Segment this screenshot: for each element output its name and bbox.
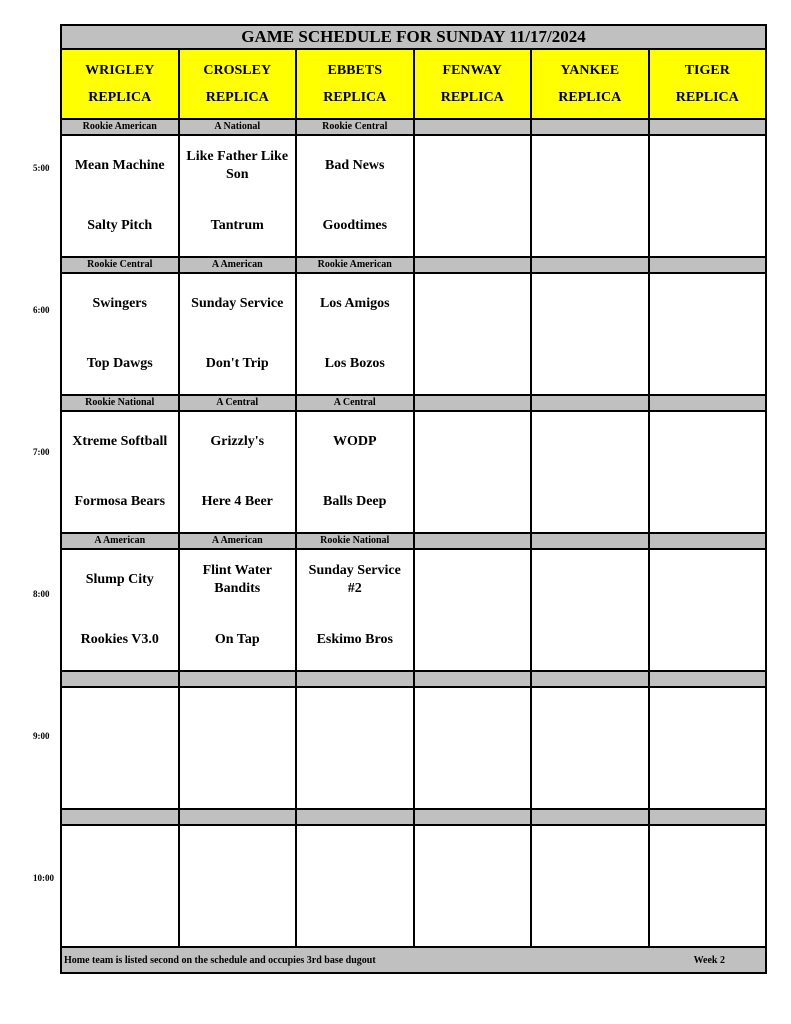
home-team [415, 196, 531, 256]
home-team: Top Dawgs [86, 356, 153, 371]
home-team [650, 748, 766, 808]
away-team [415, 274, 531, 334]
matchup [180, 274, 296, 394]
division-label [414, 395, 532, 411]
field-subtitle: REPLICA [88, 90, 152, 105]
away-team [415, 136, 531, 196]
home-team [532, 886, 648, 946]
game-cell [649, 825, 767, 947]
division-label: A American [61, 533, 179, 549]
matchup [532, 550, 648, 670]
field-header-crosley [179, 49, 297, 119]
game-cell [296, 825, 414, 947]
field-subtitle: REPLICA [558, 90, 622, 105]
away-team [62, 826, 178, 886]
division-label [61, 809, 179, 825]
field-name: TIGER [684, 63, 730, 78]
away-team [415, 550, 531, 610]
division-row [61, 671, 766, 687]
field-name: FENWAY [442, 63, 502, 78]
game-row [61, 549, 766, 671]
matchup [415, 550, 531, 670]
matchup [532, 826, 648, 946]
game-cell [61, 549, 179, 671]
field-header-row [61, 49, 766, 119]
home-team [532, 196, 648, 256]
matchup [180, 688, 296, 808]
away-team [297, 688, 413, 748]
home-team [650, 196, 766, 256]
field-header-wrigley [61, 49, 179, 119]
home-team [62, 748, 178, 808]
away-team [532, 412, 648, 472]
game-cell [179, 687, 297, 809]
matchup [415, 136, 531, 256]
division-row [61, 119, 766, 135]
game-cell [414, 135, 532, 257]
game-cell [414, 825, 532, 947]
game-cell [531, 273, 649, 395]
away-team [180, 688, 296, 748]
game-row [61, 273, 766, 395]
matchup [297, 688, 413, 808]
schedule-table [60, 24, 767, 974]
matchup [180, 136, 296, 256]
division-row [61, 257, 766, 273]
division-label [179, 809, 297, 825]
home-team [415, 610, 531, 670]
division-label [531, 257, 649, 273]
home-team [297, 886, 413, 946]
time-label: 7:00 [33, 447, 50, 457]
division-label [414, 671, 532, 687]
away-team [532, 550, 648, 610]
time-label: 5:00 [33, 163, 50, 173]
footer-content [62, 955, 765, 966]
game-cell [179, 549, 297, 671]
week-label: Week 2 [693, 954, 725, 966]
division-label [179, 671, 297, 687]
game-cell [414, 411, 532, 533]
division-label [531, 671, 649, 687]
game-cell [296, 687, 414, 809]
field-header-ebbets [296, 49, 414, 119]
home-team: Los Bozos [324, 356, 385, 371]
away-team [532, 688, 648, 748]
schedule-sheet [60, 24, 767, 974]
matchup [180, 826, 296, 946]
division-label [414, 809, 532, 825]
home-team: On Tap [214, 632, 260, 647]
division-row [61, 809, 766, 825]
game-cell [649, 135, 767, 257]
time-label: 6:00 [33, 305, 50, 315]
matchup [650, 688, 766, 808]
game-row [61, 687, 766, 809]
away-team: Flint Water Bandits [202, 563, 272, 596]
home-team [532, 610, 648, 670]
matchup [62, 274, 178, 394]
away-team [650, 550, 766, 610]
matchup [650, 826, 766, 946]
home-team: Tantrum [210, 218, 264, 233]
home-team [415, 472, 531, 532]
home-team [650, 886, 766, 946]
matchup [650, 412, 766, 532]
game-cell [414, 273, 532, 395]
away-team: Grizzly's [210, 434, 265, 449]
away-team [415, 688, 531, 748]
time-label: 9:00 [33, 731, 50, 741]
home-team [650, 610, 766, 670]
away-team [415, 826, 531, 886]
division-label [649, 809, 767, 825]
division-label [531, 533, 649, 549]
game-cell [61, 825, 179, 947]
game-cell [649, 273, 767, 395]
matchup [415, 412, 531, 532]
matchup [62, 550, 178, 670]
division-label [649, 533, 767, 549]
division-label [531, 809, 649, 825]
matchup [62, 826, 178, 946]
division-label: Rookie National [296, 533, 414, 549]
field-subtitle: REPLICA [205, 90, 269, 105]
division-label: A Central [179, 395, 297, 411]
matchup [297, 136, 413, 256]
game-cell [414, 687, 532, 809]
game-cell [179, 411, 297, 533]
schedule-title: GAME SCHEDULE FOR SUNDAY 11/17/2024 [61, 25, 766, 49]
home-team [650, 334, 766, 394]
matchup [297, 412, 413, 532]
matchup [62, 412, 178, 532]
game-cell [296, 135, 414, 257]
matchup [62, 136, 178, 256]
home-team [180, 748, 296, 808]
away-team [532, 274, 648, 334]
game-cell [61, 273, 179, 395]
game-cell [531, 135, 649, 257]
home-team-note: Home team is listed second on the schedule and occupies 3rd base dugout [64, 954, 376, 966]
away-team [297, 826, 413, 886]
home-team: Salty Pitch [87, 218, 153, 233]
away-team: Sunday Service [191, 296, 284, 311]
division-label: A National [179, 119, 297, 135]
division-label: A American [179, 257, 297, 273]
matchup [297, 274, 413, 394]
game-cell [531, 549, 649, 671]
division-label: Rookie Central [296, 119, 414, 135]
division-label: Rookie American [61, 119, 179, 135]
division-label: Rookie National [61, 395, 179, 411]
division-label [414, 119, 532, 135]
game-cell [649, 411, 767, 533]
away-team [650, 412, 766, 472]
matchup [415, 274, 531, 394]
division-label: Rookie Central [61, 257, 179, 273]
game-row [61, 135, 766, 257]
time-label: 10:00 [33, 873, 54, 883]
game-cell [296, 549, 414, 671]
home-team [650, 472, 766, 532]
away-team: Sunday Service #2 [308, 563, 401, 596]
field-header-tiger [649, 49, 767, 119]
field-subtitle: REPLICA [440, 90, 504, 105]
field-subtitle: REPLICA [323, 90, 387, 105]
home-team [297, 748, 413, 808]
away-team [532, 136, 648, 196]
matchup [297, 826, 413, 946]
division-label [531, 119, 649, 135]
away-team [650, 274, 766, 334]
away-team: Xtreme Softball [72, 434, 168, 449]
field-name: YANKEE [560, 63, 620, 78]
division-label [649, 257, 767, 273]
game-cell [296, 411, 414, 533]
away-team: Like Father Like Son [186, 149, 289, 182]
game-cell [179, 825, 297, 947]
matchup [532, 136, 648, 256]
game-cell [61, 411, 179, 533]
field-header-fenway [414, 49, 532, 119]
division-label [649, 395, 767, 411]
game-cell [414, 549, 532, 671]
home-team [415, 748, 531, 808]
matchup [415, 688, 531, 808]
division-label: A Central [296, 395, 414, 411]
matchup [650, 550, 766, 670]
game-cell [179, 273, 297, 395]
home-team: Rookies V3.0 [80, 632, 159, 647]
home-team: Balls Deep [323, 494, 387, 509]
away-team [180, 826, 296, 886]
away-team [532, 826, 648, 886]
division-label [649, 119, 767, 135]
matchup [62, 688, 178, 808]
home-team [532, 472, 648, 532]
game-row [61, 411, 766, 533]
division-label [296, 809, 414, 825]
matchup [180, 550, 296, 670]
division-row [61, 533, 766, 549]
home-team: Formosa Bears [74, 494, 166, 509]
matchup [180, 412, 296, 532]
home-team [180, 886, 296, 946]
division-label: A American [179, 533, 297, 549]
home-team: Don't Trip [205, 356, 269, 371]
footer-row [61, 947, 766, 973]
field-name: WRIGLEY [85, 63, 155, 78]
away-team [650, 136, 766, 196]
away-team [650, 826, 766, 886]
away-team [415, 412, 531, 472]
away-team: Slump City [85, 572, 154, 587]
title-row [61, 25, 766, 49]
division-label: Rookie American [296, 257, 414, 273]
home-team: Here 4 Beer [201, 494, 273, 509]
away-team: Mean Machine [74, 158, 165, 173]
field-name: CROSLEY [203, 63, 272, 78]
game-cell [61, 687, 179, 809]
matchup [532, 274, 648, 394]
home-team [415, 334, 531, 394]
division-label [649, 671, 767, 687]
game-cell [649, 549, 767, 671]
matchup [650, 136, 766, 256]
field-header-yankee [531, 49, 649, 119]
field-subtitle: REPLICA [675, 90, 739, 105]
away-team: WODP [332, 434, 377, 449]
home-team [532, 748, 648, 808]
game-row [61, 825, 766, 947]
division-label [61, 671, 179, 687]
away-team: Bad News [324, 158, 385, 173]
matchup [297, 550, 413, 670]
home-team: Eskimo Bros [316, 632, 393, 647]
matchup [415, 826, 531, 946]
field-name: EBBETS [327, 63, 382, 78]
game-cell [296, 273, 414, 395]
matchup [532, 412, 648, 532]
home-team [532, 334, 648, 394]
division-label [531, 395, 649, 411]
game-cell [61, 135, 179, 257]
matchup [650, 274, 766, 394]
away-team: Swingers [92, 296, 147, 311]
division-label [414, 533, 532, 549]
away-team [650, 688, 766, 748]
game-cell [531, 411, 649, 533]
division-label [414, 257, 532, 273]
home-team [415, 886, 531, 946]
matchup [532, 688, 648, 808]
away-team: Los Amigos [319, 296, 390, 311]
division-label [296, 671, 414, 687]
time-label: 8:00 [33, 589, 50, 599]
home-team: Goodtimes [322, 218, 388, 233]
home-team [62, 886, 178, 946]
game-cell [531, 825, 649, 947]
game-cell [649, 687, 767, 809]
game-cell [531, 687, 649, 809]
division-row [61, 395, 766, 411]
footer-cell [61, 947, 766, 973]
away-team [62, 688, 178, 748]
game-cell [179, 135, 297, 257]
